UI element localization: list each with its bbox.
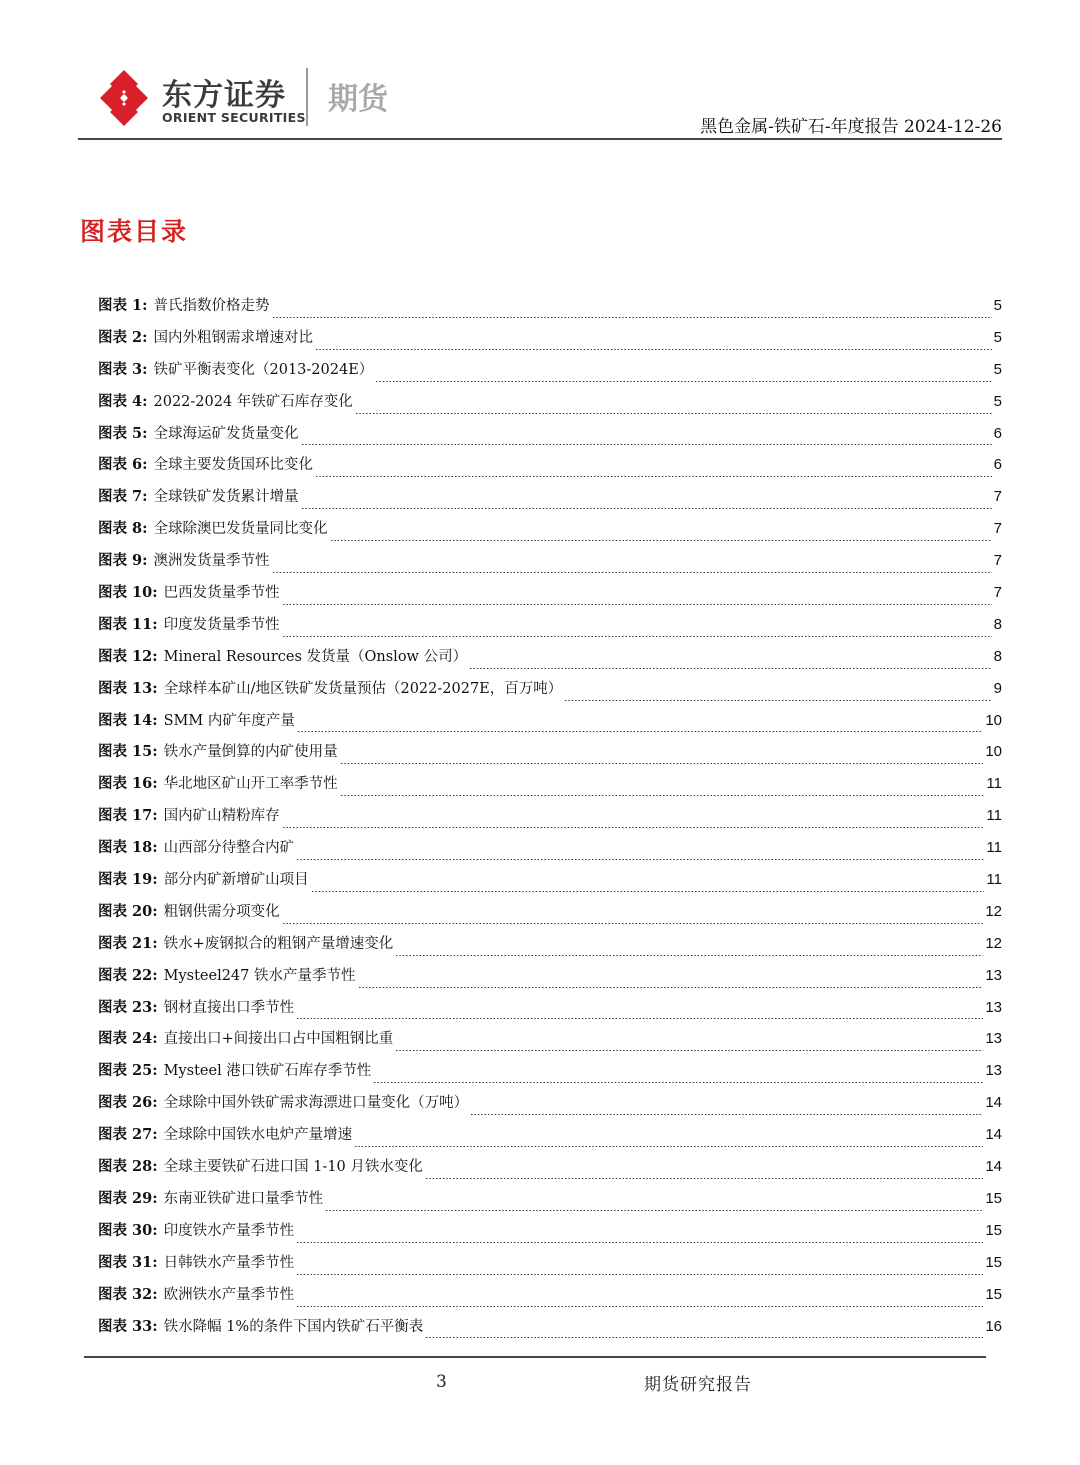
page-header (78, 58, 1002, 138)
footer-divider (84, 1356, 986, 1358)
toc-entry-title: Mineral Resources 发货量（Onslow 公司） (163, 648, 468, 665)
toc-entry[interactable] (98, 581, 1002, 613)
toc-dot-leader (340, 763, 984, 764)
toc-entry-number: 图表 8: (98, 520, 148, 538)
toc-dot-leader (355, 413, 992, 414)
toc-entry-title: 华北地区矿山开工率季节性 (163, 776, 338, 793)
toc-dot-leader (340, 795, 985, 796)
toc-entry[interactable] (98, 517, 1002, 549)
toc-dot-leader (301, 444, 992, 445)
toc-dot-leader (282, 923, 984, 924)
toc-entry-number: 图表 25: (98, 1062, 158, 1080)
toc-entry[interactable] (98, 549, 1002, 581)
toc-entry-number: 图表 2: (98, 328, 148, 346)
toc-entry-page: 5 (993, 392, 1002, 410)
toc-entry-page: 5 (993, 328, 1002, 346)
toc-entry-title: 铁水+废钢拟合的粗钢产量增速变化 (163, 935, 394, 952)
toc-entry-title: 巴西发货量季节性 (163, 585, 280, 602)
toc-entry-number: 图表 30: (98, 1221, 158, 1239)
toc-dot-leader (325, 1210, 983, 1211)
toc-entry-number: 图表 9: (98, 552, 148, 570)
toc-entry-title: 全球除澳巴发货量同比变化 (153, 521, 328, 538)
toc-entry[interactable] (98, 613, 1002, 645)
toc-entry[interactable] (98, 1283, 1002, 1315)
toc-entry-number: 图表 12: (98, 647, 158, 665)
toc-entry[interactable] (98, 1059, 1002, 1091)
toc-entry-title: 东南亚铁矿进口量季节性 (163, 1190, 324, 1207)
toc-entry-title: 铁水降幅 1%的条件下国内铁矿石平衡表 (163, 1318, 424, 1335)
toc-entry[interactable] (98, 932, 1002, 964)
toc-entry[interactable] (98, 836, 1002, 868)
toc-dot-leader (375, 381, 991, 382)
toc-entry-title: 山西部分待整合内矿 (163, 840, 295, 857)
toc-dot-leader (296, 1242, 983, 1243)
toc-entry-page: 12 (985, 934, 1002, 952)
toc-entry-number: 图表 16: (98, 775, 158, 793)
toc-entry-title: 全球除中国外铁矿需求海漂进口量变化（万吨） (163, 1095, 469, 1112)
toc-entry-title: 印度发货量季节性 (163, 616, 280, 633)
toc-entry-page: 7 (993, 488, 1002, 506)
toc-entry-page: 5 (993, 360, 1002, 378)
toc-entry-page: 16 (985, 1317, 1002, 1335)
toc-entry-title: 国内矿山精粉库存 (163, 808, 280, 825)
toc-entry-number: 图表 32: (98, 1285, 158, 1303)
toc-entry-number: 图表 21: (98, 934, 158, 952)
toc-entry-number: 图表 29: (98, 1189, 158, 1207)
toc-dot-leader (296, 1306, 983, 1307)
toc-entry-title: SMM 内矿年度产量 (163, 712, 295, 729)
toc-entry-number: 图表 1: (98, 297, 148, 314)
toc-dot-leader (315, 476, 992, 477)
toc-entry-title: 全球除中国铁水电炉产量增速 (163, 1127, 353, 1144)
toc-dot-leader (301, 508, 992, 509)
toc-entry[interactable] (98, 1315, 1002, 1347)
toc-entry-number: 图表 20: (98, 902, 158, 920)
toc-entry[interactable] (98, 964, 1002, 996)
toc-entry-page: 10 (985, 743, 1002, 761)
toc-entry-number: 图表 10: (98, 584, 158, 602)
toc-entry[interactable] (98, 709, 1002, 741)
toc-dot-leader (272, 317, 992, 318)
toc-entry-title: 铁矿平衡表变化（2013-2024E） (153, 361, 374, 378)
toc-entry[interactable] (98, 1251, 1002, 1283)
toc-entry-page: 9 (993, 679, 1002, 697)
toc-entry[interactable] (98, 645, 1002, 677)
toc-entry[interactable] (98, 677, 1002, 709)
toc-entry-number: 图表 19: (98, 871, 158, 889)
toc-dot-leader (282, 604, 992, 605)
toc-entry-title: 铁水产量倒算的内矿使用量 (163, 744, 338, 761)
toc-entry-title: 直接出口+间接出口占中国粗钢比重 (163, 1031, 394, 1048)
footer-label: 期货研究报告 (644, 1375, 752, 1395)
toc-entry-page: 15 (985, 1253, 1002, 1271)
toc-entry-number: 图表 33: (98, 1317, 158, 1335)
toc-entry[interactable] (98, 1187, 1002, 1219)
toc-entry-page: 11 (986, 839, 1002, 857)
toc-entry-number: 图表 26: (98, 1094, 158, 1112)
toc-entry[interactable] (98, 1123, 1002, 1155)
orient-securities-logo-icon (98, 68, 150, 128)
toc-entry-page: 15 (985, 1221, 1002, 1239)
toc-entry[interactable] (98, 1027, 1002, 1059)
toc-entry-number: 图表 31: (98, 1253, 158, 1271)
brand-name-en: ORIENT SECURITIES (162, 110, 306, 125)
toc-entry-page: 15 (985, 1189, 1002, 1207)
toc-entry-page: 13 (985, 1062, 1002, 1080)
toc-entry-title: 普氏指数价格走势 (153, 298, 270, 314)
header-divider (78, 138, 1002, 140)
toc-dot-leader (296, 1274, 983, 1275)
toc-dot-leader (311, 891, 985, 892)
toc-entry-page: 11 (986, 775, 1002, 793)
toc-entry-number: 图表 5: (98, 424, 148, 442)
toc-dot-leader (373, 1082, 983, 1083)
toc-dot-leader (395, 1050, 983, 1051)
toc-entry-title: Mysteel 港口铁矿石库存季节性 (163, 1063, 372, 1080)
toc-entry-page: 15 (985, 1285, 1002, 1303)
toc-entry-title: 印度铁水产量季节性 (163, 1222, 295, 1239)
toc-entry-page: 7 (993, 520, 1002, 538)
toc-entry[interactable] (98, 1155, 1002, 1187)
toc-entry-number: 图表 6: (98, 456, 148, 474)
toc-entry-number: 图表 22: (98, 966, 158, 984)
toc-entry-page: 14 (985, 1158, 1002, 1176)
toc-entry-number: 图表 18: (98, 839, 158, 857)
toc-entry-number: 图表 15: (98, 743, 158, 761)
brand-divider (306, 68, 308, 126)
toc-dot-leader (469, 668, 992, 669)
toc-entry-title: 全球主要铁矿石进口国 1-10 月铁水变化 (163, 1159, 423, 1176)
toc-dot-leader (282, 827, 985, 828)
toc-entry-title: 日韩铁水产量季节性 (163, 1254, 295, 1271)
report-meta: 黑色金属-铁矿石-年度报告 2024-12-26 (700, 117, 1002, 137)
toc-dot-leader (282, 636, 992, 637)
toc-dot-leader (297, 731, 983, 732)
toc-entry-title: Mysteel247 铁水产量季节性 (163, 967, 356, 984)
toc-dot-leader (354, 1146, 983, 1147)
brand-futures-label: 期货 (328, 82, 388, 117)
toc-entry[interactable] (98, 453, 1002, 485)
brand-name-cn: 东方证券 (162, 78, 286, 113)
toc-entry-title: 澳洲发货量季节性 (153, 553, 270, 570)
page-number: 3 (436, 1372, 447, 1392)
toc-dot-leader (330, 540, 992, 541)
toc-entry[interactable] (98, 772, 1002, 804)
toc-entry-page: 10 (985, 711, 1002, 729)
toc-entry-page: 14 (985, 1094, 1002, 1112)
toc-entry-title: 全球铁矿发货累计增量 (153, 489, 299, 506)
toc-entry-number: 图表 24: (98, 1030, 158, 1048)
toc-entry-title: 粗钢供需分项变化 (163, 903, 280, 920)
toc-entry[interactable] (98, 294, 1002, 326)
toc-list (98, 294, 1002, 1346)
toc-dot-leader (564, 700, 991, 701)
toc-entry-page: 7 (993, 584, 1002, 602)
toc-entry-page: 5 (993, 297, 1002, 314)
toc-dot-leader (425, 1178, 983, 1179)
toc-entry-number: 图表 4: (98, 392, 148, 410)
toc-entry-page: 11 (986, 807, 1002, 825)
toc-dot-leader (358, 987, 984, 988)
toc-entry-page: 7 (993, 552, 1002, 570)
toc-entry-number: 图表 11: (98, 615, 158, 633)
toc-entry-page: 6 (993, 456, 1002, 474)
toc-dot-leader (296, 859, 984, 860)
toc-entry[interactable] (98, 900, 1002, 932)
toc-entry-title: 钢材直接出口季节性 (163, 999, 295, 1016)
toc-entry-number: 图表 28: (98, 1158, 158, 1176)
toc-entry-number: 图表 27: (98, 1126, 158, 1144)
toc-entry[interactable] (98, 358, 1002, 390)
toc-entry-page: 11 (986, 871, 1002, 889)
toc-dot-leader (395, 955, 983, 956)
toc-entry-title: 全球样本矿山/地区铁矿发货量预估（2022-2027E，百万吨） (163, 680, 563, 697)
toc-entry-number: 图表 3: (98, 360, 148, 378)
toc-entry-page: 13 (985, 966, 1002, 984)
toc-entry-number: 图表 7: (98, 488, 148, 506)
toc-dot-leader (296, 1018, 983, 1019)
toc-entry[interactable] (98, 740, 1002, 772)
toc-entry-number: 图表 23: (98, 998, 158, 1016)
toc-dot-leader (315, 349, 992, 350)
toc-entry-title: 部分内矿新增矿山项目 (163, 872, 309, 889)
toc-dot-leader (425, 1337, 983, 1338)
toc-entry-page: 12 (985, 902, 1002, 920)
toc-entry-title: 2022-2024 年铁矿石库存变化 (153, 393, 353, 410)
toc-entry-page: 8 (993, 647, 1002, 665)
toc-entry-page: 13 (985, 1030, 1002, 1048)
toc-entry-number: 图表 17: (98, 807, 158, 825)
toc-entry[interactable] (98, 326, 1002, 358)
toc-entry-title: 全球海运矿发货量变化 (153, 425, 299, 442)
toc-entry[interactable] (98, 996, 1002, 1028)
toc-entry-page: 8 (993, 615, 1002, 633)
toc-entry[interactable] (98, 804, 1002, 836)
toc-entry-number: 图表 14: (98, 711, 158, 729)
toc-entry[interactable] (98, 1091, 1002, 1123)
toc-entry[interactable] (98, 422, 1002, 454)
toc-entry-number: 图表 13: (98, 679, 158, 697)
toc-entry[interactable] (98, 1219, 1002, 1251)
toc-entry-page: 14 (985, 1126, 1002, 1144)
toc-entry[interactable] (98, 485, 1002, 517)
toc-title: 图表目录 (80, 217, 189, 246)
toc-entry-page: 13 (985, 998, 1002, 1016)
toc-entry-title: 国内外粗钢需求增速对比 (153, 329, 313, 346)
toc-entry-title: 欧洲铁水产量季节性 (163, 1286, 295, 1303)
toc-dot-leader (470, 1114, 983, 1115)
toc-dot-leader (272, 572, 992, 573)
toc-entry[interactable] (98, 390, 1002, 422)
toc-entry-page: 6 (993, 424, 1002, 442)
toc-entry-title: 全球主要发货国环比变化 (153, 457, 313, 474)
toc-entry[interactable] (98, 868, 1002, 900)
